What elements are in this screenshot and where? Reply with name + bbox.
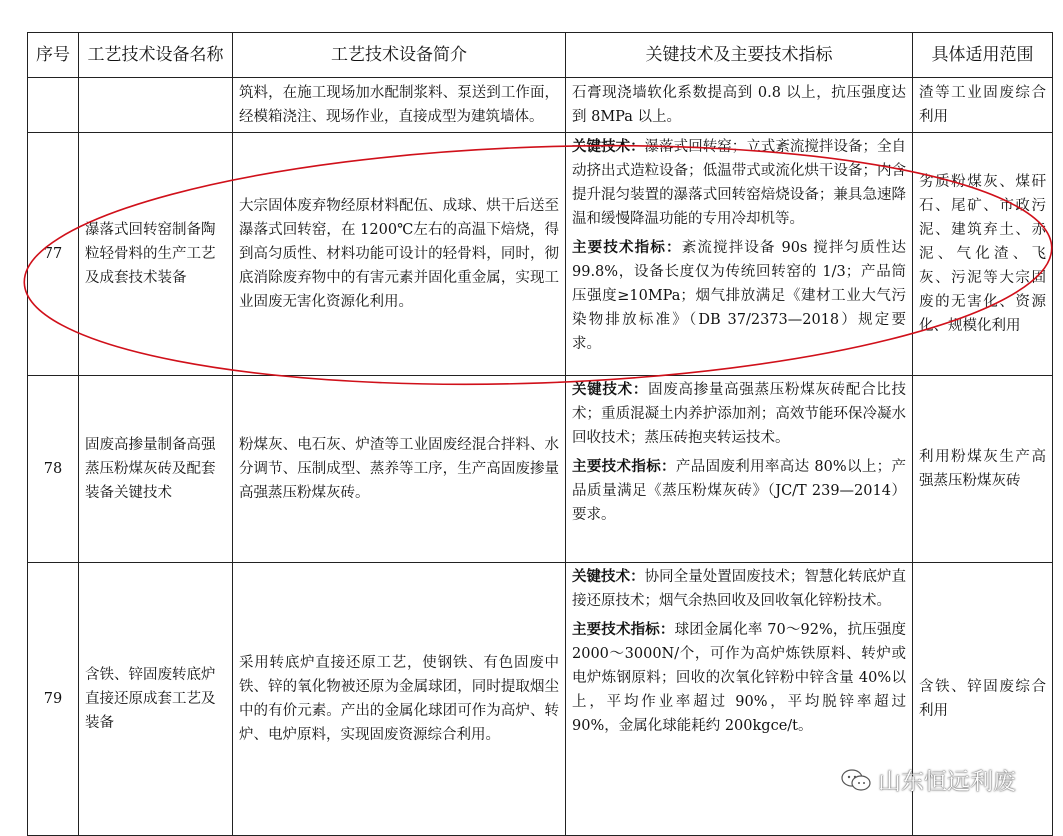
main-index-label: 主要技术指标： [572, 622, 675, 638]
cell-desc: 粉煤灰、电石灰、炉渣等工业固废经混合拌料、水分调节、压制成型、蒸养等工序，生产高固废掺量高强蒸压粉煤灰砖。 [233, 376, 566, 563]
key-tech-paragraph [572, 378, 906, 450]
key-tech-paragraph [572, 135, 906, 231]
main-index-paragraph [572, 455, 906, 527]
cell-no: 79 [28, 563, 79, 836]
cell-name: 瀑落式回转窑制备陶粒轻骨料的生产工艺及成套技术装备 [79, 133, 233, 376]
main-index-label: 主要技术指标： [572, 240, 682, 256]
key-tech-label: 关键技术： [572, 382, 649, 398]
table-row [28, 376, 1053, 563]
policy-table [27, 32, 1053, 836]
main-index-label: 主要技术指标： [572, 459, 676, 475]
cell-no: 78 [28, 376, 79, 563]
key-tech-paragraph [572, 565, 906, 613]
main-index-text: 产品固废利用率高达 80%以上；产品质量满足《蒸压粉煤灰砖》（JC/T 239—2014）要求。 [572, 459, 906, 523]
header-desc: 工艺技术设备简介 [233, 33, 566, 78]
cell-scope: 利用粉煤灰生产高强蒸压粉煤灰砖 [913, 376, 1053, 563]
cell-scope: 劣质粉煤灰、煤矸石、尾矿、市政污泥、建筑弃土、赤泥、气化渣、飞灰、污泥等大宗固废的无害化、资源化、规模化利用 [913, 133, 1053, 376]
header-name: 工艺技术设备名称 [79, 33, 233, 78]
header-no: 序号 [28, 33, 79, 78]
cell-tech: 石膏现浇墙软化系数提高到 0.8 以上，抗压强度达到 8MPa 以上。 [566, 78, 913, 133]
key-tech-text: 瀑落式回转窑；立式紊流搅拌设备；全自动挤出式造粒设备；低温带式或流化烘干设备；内含提升混匀装置的瀑落式回转窑焙烧设备；兼具急速降温和缓慢降温功能的专用冷却机等。 [572, 139, 907, 227]
header-tech: 关键技术及主要技术指标 [566, 33, 913, 78]
cell-desc: 筑料，在施工现场加水配制浆料、泵送到工作面，经模箱浇注、现场作业，直接成型为建筑墙体。 [233, 78, 566, 133]
watermark [840, 763, 1016, 796]
main-index-text: 球团金属化率 70～92%，抗压强度 2000～3000N/个，可作为高炉炼铁原料、转炉或电炉炼钢原料；回收的次氧化锌粉中锌含量 40%以上，平均作业率超过 90%，平均脱锌率超过 90%，金属化球能耗约 200kgce/t。 [572, 622, 907, 734]
main-index-paragraph [572, 618, 906, 738]
watermark-text: 山东恒远利废 [878, 769, 1016, 795]
cell-tech [566, 133, 913, 376]
wechat-icon [840, 767, 872, 793]
main-index-text: 紊流搅拌设备 90s 搅拌匀质性达 99.8%，设备长度仅为传统回转窑的 1/3；产品筒压强度≥10MPa；烟气排放满足《建材工业大气污染物排放标准》（DB 37/2373—2018）规定要求。 [572, 240, 907, 352]
cell-name: 含铁、锌固废转底炉直接还原成套工艺及装备 [79, 563, 233, 836]
key-tech-text: 协同全量处置固废技术；智慧化转底炉直接还原技术；烟气余热回收及回收氧化锌粉技术。 [572, 569, 907, 609]
header-scope: 具体适用范围 [913, 33, 1053, 78]
cell-desc: 采用转底炉直接还原工艺，使钢铁、有色固废中铁、锌的氧化物被还原为金属球团，同时提取烟尘中的有价元素。产出的金属化球团可作为高炉、转炉、电炉原料，实现固废资源综合利用。 [233, 563, 566, 836]
cell-tech [566, 376, 913, 563]
cell-scope: 渣等工业固废综合利用 [913, 78, 1053, 133]
cell-no [28, 78, 79, 133]
table-row-continued [28, 78, 1053, 133]
cell-no: 77 [28, 133, 79, 376]
key-tech-label: 关键技术： [572, 139, 645, 155]
cell-name [79, 78, 233, 133]
cell-name: 固废高掺量制备高强蒸压粉煤灰砖及配套装备关键技术 [79, 376, 233, 563]
cell-scope: 含铁、锌固废综合利用 [913, 563, 1053, 836]
key-tech-label: 关键技术： [572, 569, 645, 585]
cell-desc: 大宗固体废弃物经原材料配伍、成球、烘干后送至瀑落式回转窑，在 1200℃左右的高温下焙烧，得到高匀质性、材料功能可设计的轻骨料，同时，彻底消除废弃物中的有害元素并固化重金属，实现工业固废无害化资源化利用。 [233, 133, 566, 376]
main-index-paragraph [572, 236, 906, 356]
table-row [28, 133, 1053, 376]
key-tech-text: 固废高掺量高强蒸压粉煤灰砖配合比技术；重质混凝土内养护添加剂；高效节能环保冷凝水回收技术；蒸压砖抱夹转运技术。 [572, 382, 907, 446]
table-header-row [28, 33, 1053, 78]
